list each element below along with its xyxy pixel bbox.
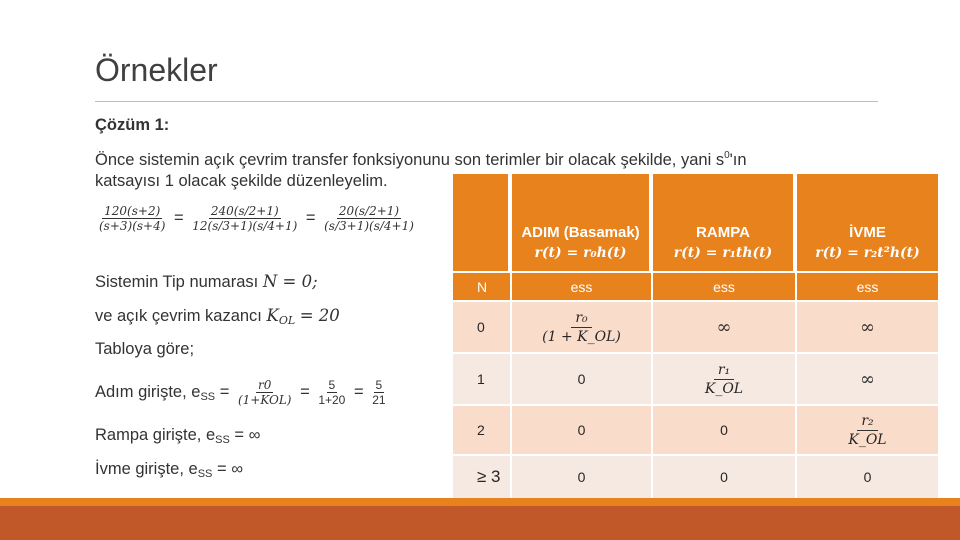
step-label: Adım girişte, e [95,382,201,401]
equals-sign: = [174,208,184,227]
ramp-label: Rampa girişte, e [95,426,216,444]
table-subheader-ess: ess [512,273,651,300]
step-fraction-3: $\frac{5}{21}$ [372,378,386,407]
equals-sign: = [305,208,316,227]
tf-fraction-c: $\frac{20(s/2+1)}{(s/3+1)(s/4+1)}$ [324,204,414,233]
acc-subscript: SS [197,468,213,480]
table-subheader-ess: ess [797,273,938,300]
gain-symbol: K [266,306,279,325]
table-header-step: ADIM (Basamak) r(t) = r₀h(t) [512,174,651,271]
tf-fraction-a: $\frac{120(s+2)}{(s+3)(s+4)}$ [99,204,166,233]
table-row-n: 1 [453,354,510,404]
intro-line-1 [95,150,747,170]
footer-bar [0,506,960,540]
intro-text: Önce sistemin açık çevrim transfer fonksiyonunu son terimler bir olacak şekilde, yani s [95,151,725,169]
ramp-value: = ∞ [234,426,261,444]
table-reference: Tabloya göre; [95,340,195,358]
acc-value: = ∞ [216,460,243,478]
ramp-input-line [95,426,260,446]
table-cell-fraction: $\frac{\text{r₂}}{K\_OL}$ [797,406,938,454]
table-cell-value: 0 [653,406,795,454]
table-subheader-ess: ess [653,273,795,300]
transfer-function-equation [95,204,418,233]
table-cell-infinity: ∞ [797,302,938,352]
table-header-acceleration: İVME r(t) = r₂t²h(t) [797,174,938,271]
step-fraction-1: $\frac{r0}{\text{(1+KOL)}}$ [237,378,292,407]
equals-sign: = [300,382,310,401]
slide-title: Örnekler [95,52,218,88]
equals-sign: = [219,382,230,401]
table-cell-fraction: $\frac{\text{r₁}}{K\_OL}$ [653,354,795,404]
gain-subscript: OL [278,314,296,327]
table-cell-value: 0 [512,406,651,454]
step-input-line [95,378,390,407]
intro-line-2: katsayısı 1 olacak şekilde düzenleyelim. [95,172,388,190]
ramp-subscript: SS [215,434,230,446]
table-subheader-n: N [453,273,510,300]
system-type-expr: N = 0; [262,272,318,291]
gain-label: ve açık çevrim kazancı [95,307,262,325]
table-row-n: ≥ 3 [453,456,510,498]
step-fraction-2: $\frac{5}{1+20}$ [318,378,346,407]
step-subscript: SS [200,390,216,403]
table-cell-value: 0 [653,456,795,498]
table-cell-value: 0 [512,456,651,498]
table-row-n: 2 [453,406,510,454]
table-header-empty [453,174,510,271]
intro-superscript: 0 [724,150,730,161]
table-cell-infinity: ∞ [653,302,795,352]
table-cell-fraction: $\frac{\text{r₀}}{(1 + K\_OL)}$ [512,302,651,352]
footer-accent-bar [0,498,960,506]
tf-fraction-b: $\frac{240(s/2+1)}{12(s/3+1)(s/4+1)}$ [192,204,298,233]
intro-tail: 'ın [729,151,747,169]
table-row-n: 0 [453,302,510,352]
equals-sign: = [353,382,364,401]
acceleration-input-line [95,460,243,480]
gain-value: = 20 [299,306,340,325]
table-cell-value: 0 [797,456,938,498]
title-divider [95,101,878,102]
system-type-label: Sistemin Tip numarası [95,273,259,291]
solution-heading: Çözüm 1: [95,116,170,134]
system-type-line [95,272,318,292]
table-header-ramp: RAMPA r(t) = r₁th(t) [653,174,795,271]
acc-label: İvme girişte, e [95,460,198,478]
table-cell-value: 0 [512,354,651,404]
table-cell-infinity: ∞ [797,354,938,404]
steady-state-error-table [453,174,938,498]
gain-line [95,306,340,327]
